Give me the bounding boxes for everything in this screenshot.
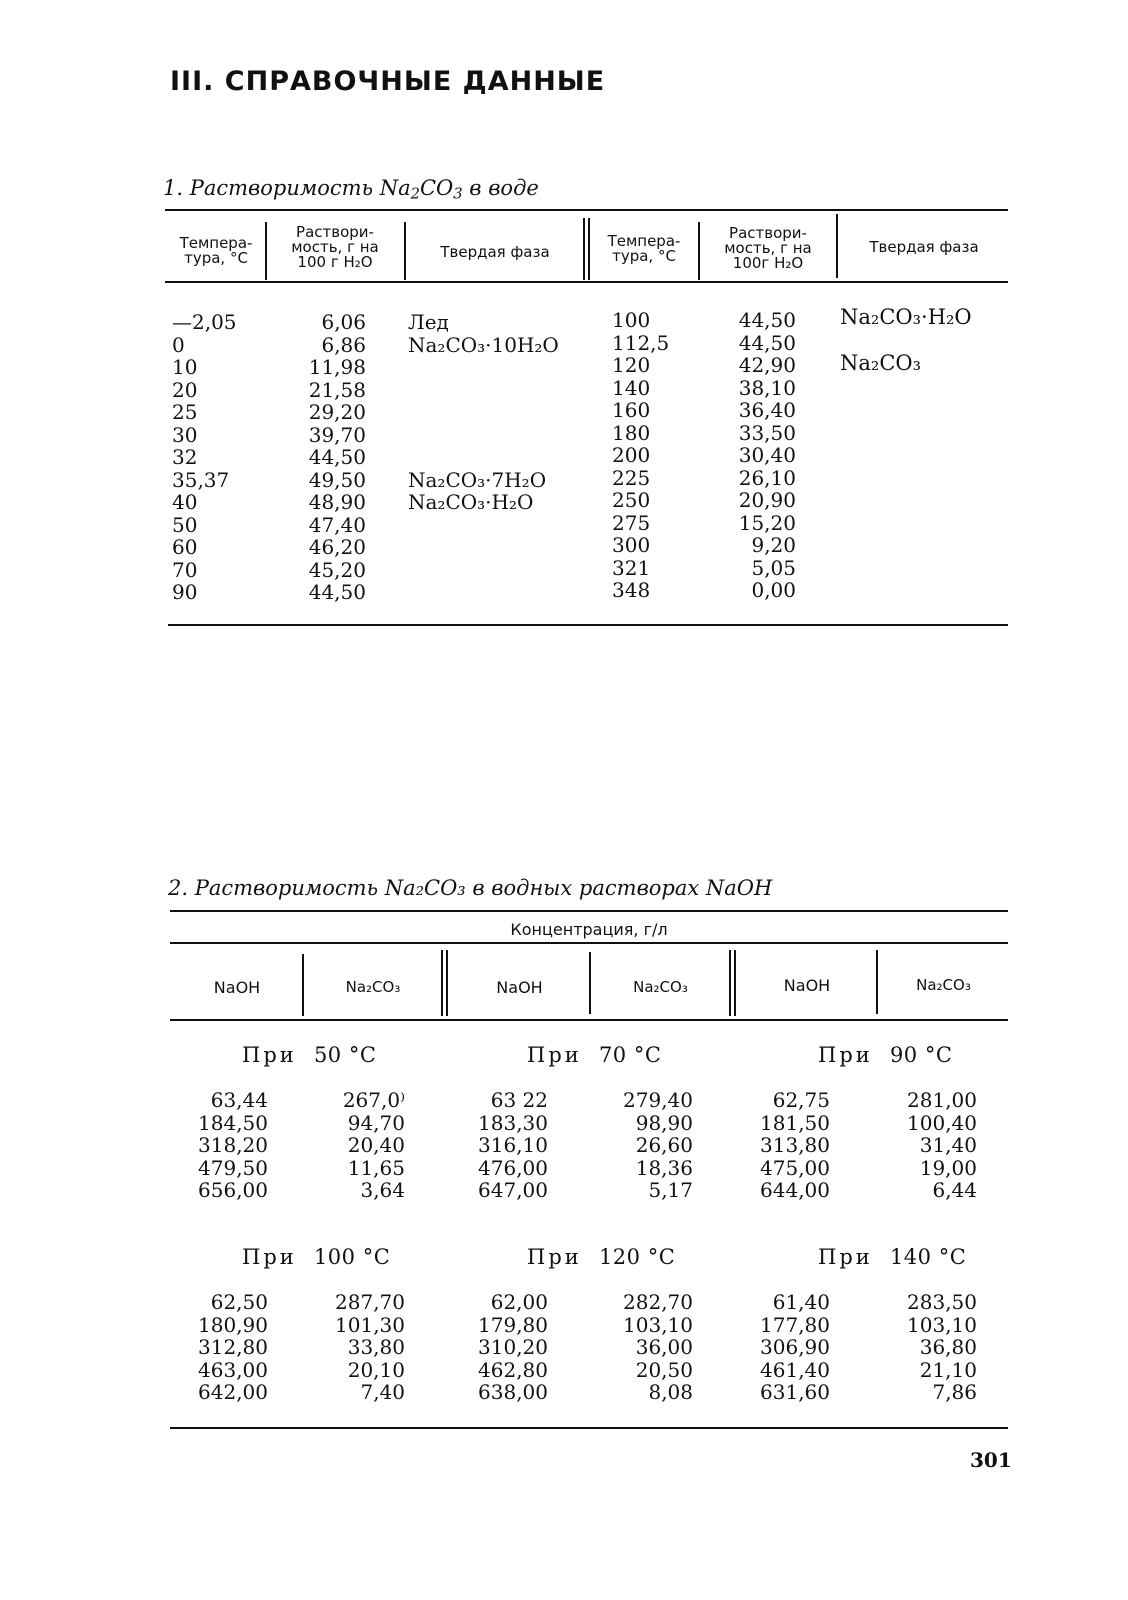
table1-solubility-cell: 15,20 bbox=[738, 510, 796, 535]
table1-temp-cell: 20 bbox=[172, 377, 198, 402]
table1-temp-cell: 25 bbox=[172, 400, 198, 424]
table2-na2co3-column-cell: 287,70 bbox=[335, 1290, 405, 1314]
table2-naoh-column bbox=[458, 1089, 548, 1202]
table1-phase-cell bbox=[840, 582, 1006, 605]
table1-temp-cell: 275 bbox=[612, 510, 651, 535]
table1-temp-cell: 120 bbox=[612, 353, 651, 377]
table2-col-sep bbox=[876, 950, 878, 1014]
table1-temp-cell: 250 bbox=[612, 488, 651, 512]
table2-na2co3-column-cell: 36,80 bbox=[919, 1335, 977, 1359]
table2-naoh-column-cell: 306,90 bbox=[760, 1335, 830, 1359]
table2-na2co3-column-cell: 267,0⁾ bbox=[342, 1088, 405, 1112]
table2-naoh-column-cell: 184,50 bbox=[198, 1110, 268, 1135]
table2-block-heading: При 120 °С bbox=[527, 1245, 676, 1269]
table1-phase-cell bbox=[840, 513, 1006, 536]
table2-col-sep bbox=[589, 952, 591, 1014]
table2-naoh-column-cell: 62,50 bbox=[210, 1290, 268, 1314]
table2-col-sep bbox=[302, 954, 304, 1016]
table2-na2co3-column-cell: 6,44 bbox=[932, 1178, 977, 1202]
table1-temp-cell: 40 bbox=[172, 490, 198, 514]
table1-right-temp-column bbox=[612, 309, 692, 602]
table2-naoh-column-cell: 638,00 bbox=[478, 1380, 548, 1404]
table1-phase-cell bbox=[840, 559, 1006, 582]
table2-bottom-rule bbox=[170, 1427, 1008, 1429]
table2-na2co3-column bbox=[315, 1291, 405, 1404]
table1-phase-cell bbox=[408, 536, 583, 559]
table2-naoh-column-cell: 647,00 bbox=[478, 1178, 548, 1202]
table2-block-heading: При 70 °С bbox=[527, 1043, 662, 1067]
table1-phase-cell bbox=[840, 375, 1006, 398]
table2-double-sep bbox=[441, 950, 443, 1016]
table1-phase-cell: Na₂CO₃ bbox=[840, 351, 922, 375]
table2-naoh-column-cell: 63 22 bbox=[490, 1088, 548, 1112]
table2-na2co3-column-cell: 3,64 bbox=[360, 1178, 405, 1202]
table1-top-rule bbox=[165, 209, 1008, 211]
table1-phase-cell bbox=[408, 559, 583, 582]
table1-solubility-cell: 26,10 bbox=[738, 465, 796, 490]
table1-temp-cell: 30 bbox=[172, 422, 198, 447]
table2-naoh-column-cell: 316,10 bbox=[478, 1133, 548, 1157]
table1-temp-cell: 300 bbox=[612, 533, 651, 557]
table1-temp-cell: —2,05 bbox=[172, 310, 237, 334]
table2-naoh-column-cell: 479,50 bbox=[198, 1155, 268, 1180]
table1-temp-cell: 90 bbox=[172, 580, 198, 604]
table1-col-sep bbox=[836, 214, 838, 278]
table2-header-naoh: NaOH bbox=[783, 976, 831, 995]
table2-double-sep bbox=[446, 950, 448, 1016]
table2-na2co3-column-cell: 31,40 bbox=[919, 1133, 977, 1157]
table1-temp-cell: 70 bbox=[172, 557, 198, 582]
table1-solubility-cell: 36,40 bbox=[738, 398, 796, 422]
table2-na2co3-column-cell: 100,40 bbox=[907, 1110, 977, 1135]
table2-naoh-column bbox=[178, 1089, 268, 1202]
table1-temp-cell: 180 bbox=[612, 420, 651, 445]
table2-na2co3-column-cell: 21,10 bbox=[919, 1357, 977, 1382]
table2-na2co3-column-cell: 282,70 bbox=[623, 1290, 693, 1314]
table1-solubility-cell: 44,50 bbox=[308, 580, 366, 604]
table1-temp-cell: 0 bbox=[172, 332, 185, 357]
table2-naoh-column-cell: 63,44 bbox=[210, 1088, 268, 1112]
table2-naoh-column bbox=[178, 1291, 268, 1404]
table2-block-heading: При 90 °С bbox=[818, 1043, 953, 1067]
table2-na2co3-column-cell: 7,40 bbox=[360, 1380, 405, 1404]
table1-col-sep bbox=[404, 222, 406, 280]
table2-naoh-column-cell: 177,80 bbox=[760, 1312, 830, 1337]
table1-phase-cell bbox=[408, 424, 583, 447]
table1-solubility-cell: 11,98 bbox=[308, 355, 366, 379]
table2-na2co3-column bbox=[887, 1291, 977, 1404]
table1-phase-cell bbox=[408, 379, 583, 402]
table2-na2co3-column bbox=[603, 1291, 693, 1404]
table2-naoh-column-cell: 461,40 bbox=[760, 1357, 830, 1382]
table2-na2co3-column-cell: 19,00 bbox=[919, 1155, 977, 1180]
table2-naoh-column-cell: 62,00 bbox=[490, 1290, 548, 1314]
table1-phase-cell bbox=[840, 329, 1006, 352]
table1-solubility-cell: 49,50 bbox=[308, 467, 366, 492]
table2-naoh-column-cell: 183,30 bbox=[478, 1110, 548, 1135]
table1-temp-cell: 140 bbox=[612, 375, 651, 400]
table2-naoh-column-cell: 313,80 bbox=[760, 1133, 830, 1157]
table1-double-sep bbox=[583, 218, 585, 280]
table1-phase-cell bbox=[840, 444, 1006, 467]
table1-solubility-cell: 6,86 bbox=[321, 332, 366, 357]
table2-na2co3-column-cell: 279,40 bbox=[623, 1088, 693, 1112]
table1-temp-cell: 100 bbox=[612, 308, 651, 332]
table2-naoh-column-cell: 644,00 bbox=[760, 1178, 830, 1202]
table1-header-temp-2: Темпера- тура, °С bbox=[607, 232, 681, 265]
table1-solubility-cell: 5,05 bbox=[751, 555, 796, 580]
table2-naoh-column-cell: 656,00 bbox=[198, 1178, 268, 1202]
table2-na2co3-column-cell: 8,08 bbox=[648, 1380, 693, 1404]
table1-header-temp: Темпера- тура, °С bbox=[179, 234, 253, 267]
table1-temp-cell: 32 bbox=[172, 445, 198, 469]
table2-caption: 2. Растворимость Na₂CO₃ в водных растворах NaOH bbox=[168, 876, 773, 900]
table1-caption: 1. Растворимость $Na_2CO_3$ в воде bbox=[163, 176, 539, 203]
table1-temp-cell: 225 bbox=[612, 465, 651, 490]
table1-left-phase-column bbox=[408, 311, 583, 604]
table2-naoh-column-cell: 642,00 bbox=[198, 1380, 268, 1404]
table2-naoh-column-cell: 181,50 bbox=[760, 1110, 830, 1135]
table2-na2co3-column-cell: 18,36 bbox=[635, 1155, 693, 1180]
table1-phase-cell bbox=[840, 536, 1006, 559]
table2-header-na2co3: Na₂CO₃ bbox=[916, 976, 971, 994]
table1-phase-cell bbox=[408, 401, 583, 424]
section-title: III. СПРАВОЧНЫЕ ДАННЫЕ bbox=[170, 66, 606, 97]
table1-temp-cell: 10 bbox=[172, 355, 198, 379]
table2-naoh-column-cell: 462,80 bbox=[478, 1357, 548, 1382]
table1-solubility-cell: 46,20 bbox=[308, 535, 366, 559]
table2-na2co3-column-cell: 94,70 bbox=[347, 1110, 405, 1135]
table2-naoh-column-cell: 180,90 bbox=[198, 1312, 268, 1337]
page-number: 301 bbox=[970, 1448, 1012, 1472]
table1-phase-cell: Na₂CO₃·H₂O bbox=[408, 490, 534, 514]
table2-header-rule bbox=[170, 1019, 1008, 1021]
table2-block-heading: При 140 °С bbox=[818, 1245, 967, 1269]
table2-concentration-header: Концентрация, г/л bbox=[510, 920, 668, 939]
table1-solubility-cell: 39,70 bbox=[308, 422, 366, 447]
table2-naoh-column bbox=[740, 1089, 830, 1202]
table1-phase-cell: Na₂CO₃·10H₂O bbox=[408, 332, 559, 357]
table2-na2co3-column-cell: 98,90 bbox=[635, 1110, 693, 1135]
table1-right-phase-column bbox=[840, 306, 1006, 605]
table2-na2co3-column-cell: 281,00 bbox=[907, 1088, 977, 1112]
table2-na2co3-column-cell: 11,65 bbox=[347, 1155, 405, 1180]
table1-solubility-cell: 29,20 bbox=[308, 400, 366, 424]
table2-naoh-column-cell: 631,60 bbox=[760, 1380, 830, 1404]
table2-naoh-column-cell: 475,00 bbox=[760, 1155, 830, 1180]
table1-phase-cell bbox=[408, 514, 583, 537]
table1-bottom-rule bbox=[168, 624, 1008, 626]
table1-solubility-cell: 21,58 bbox=[308, 377, 366, 402]
table2-header-na2co3: Na₂CO₃ bbox=[345, 978, 401, 996]
table2-naoh-column-cell: 476,00 bbox=[478, 1155, 548, 1180]
table1-solubility-cell: 44,50 bbox=[738, 308, 796, 332]
table1-phase-cell bbox=[408, 356, 583, 379]
table1-temp-cell: 160 bbox=[612, 398, 651, 422]
table2-naoh-column bbox=[740, 1291, 830, 1404]
table1-solubility-cell: 33,50 bbox=[738, 420, 796, 445]
table2-naoh-column-cell: 179,80 bbox=[478, 1312, 548, 1337]
table1-temp-cell: 348 bbox=[612, 578, 651, 602]
table1-solubility-cell: 42,90 bbox=[738, 353, 796, 377]
table1-col-sep bbox=[698, 222, 700, 280]
table1-header-solubility: Раствори- мость, г на 100 г H₂O bbox=[291, 223, 379, 271]
table1-col-sep bbox=[265, 222, 267, 280]
table2-block-heading: При 50 °С bbox=[242, 1043, 377, 1067]
table2-na2co3-column bbox=[603, 1089, 693, 1202]
table2-na2co3-column-cell: 103,10 bbox=[907, 1312, 977, 1337]
table1-phase-cell bbox=[408, 581, 583, 604]
table2-na2co3-column-cell: 283,50 bbox=[907, 1290, 977, 1314]
table1-temp-cell: 321 bbox=[612, 555, 651, 580]
table1-temp-cell: 50 bbox=[172, 512, 198, 537]
table2-header-naoh: NaOH bbox=[496, 978, 543, 997]
table1-phase-cell bbox=[840, 467, 1006, 490]
table2-na2co3-column-cell: 7,86 bbox=[932, 1380, 977, 1404]
table1-double-sep bbox=[588, 218, 590, 280]
table2-na2co3-column-cell: 20,40 bbox=[347, 1133, 405, 1157]
table1-phase-cell bbox=[840, 490, 1006, 513]
table2-naoh-column-cell: 463,00 bbox=[198, 1357, 268, 1382]
table2-na2co3-column-cell: 26,60 bbox=[635, 1133, 693, 1157]
table2-na2co3-column-cell: 101,30 bbox=[335, 1312, 405, 1337]
table2-na2co3-column bbox=[887, 1089, 977, 1202]
table1-header-solubility-2: Раствори- мость, г на 100г H₂O bbox=[724, 224, 812, 272]
table1-solubility-cell: 44,50 bbox=[738, 330, 796, 355]
table2-na2co3-column-cell: 33,80 bbox=[347, 1335, 405, 1359]
table2-subheader-rule bbox=[170, 942, 1008, 944]
table1-temp-cell: 60 bbox=[172, 535, 198, 559]
table1-phase-cell: Na₂CO₃·H₂O bbox=[840, 305, 972, 329]
table1-solubility-cell: 48,90 bbox=[308, 490, 366, 514]
table1-temp-cell: 112,5 bbox=[612, 330, 670, 355]
table2-block-heading: При 100 °С bbox=[242, 1245, 391, 1269]
table1-phase-cell bbox=[840, 398, 1006, 421]
table2-naoh-column-cell: 62,75 bbox=[772, 1088, 830, 1112]
table2-double-sep bbox=[734, 950, 736, 1016]
table2-na2co3-column-cell: 20,50 bbox=[635, 1357, 693, 1382]
table1-right-solubility-column bbox=[720, 309, 796, 602]
table1-solubility-cell: 45,20 bbox=[308, 557, 366, 582]
table2-naoh-column-cell: 61,40 bbox=[772, 1290, 830, 1314]
table1-phase-cell: Лед bbox=[408, 310, 449, 334]
table2-double-sep bbox=[729, 950, 731, 1016]
table1-temp-cell: 35,37 bbox=[172, 467, 230, 492]
table1-phase-cell bbox=[840, 421, 1006, 444]
table2-naoh-column bbox=[458, 1291, 548, 1404]
table2-na2co3-column bbox=[315, 1089, 405, 1202]
table1-solubility-cell: 9,20 bbox=[751, 533, 796, 557]
table1-header-phase: Твердая фаза bbox=[440, 243, 550, 261]
table2-na2co3-column-cell: 5,17 bbox=[648, 1178, 693, 1202]
table1-header-rule bbox=[165, 281, 1008, 283]
table2-header-na2co3: Na₂CO₃ bbox=[633, 978, 688, 996]
table2-naoh-column-cell: 318,20 bbox=[198, 1133, 268, 1157]
table1-solubility-cell: 47,40 bbox=[308, 512, 366, 537]
table2-na2co3-column-cell: 36,00 bbox=[635, 1335, 693, 1359]
table1-temp-cell: 200 bbox=[612, 443, 651, 467]
table2-naoh-column-cell: 312,80 bbox=[198, 1335, 268, 1359]
table1-solubility-cell: 6,06 bbox=[321, 310, 366, 334]
table1-solubility-cell: 30,40 bbox=[738, 443, 796, 467]
table2-na2co3-column-cell: 103,10 bbox=[623, 1312, 693, 1337]
table1-solubility-cell: 20,90 bbox=[738, 488, 796, 512]
table2-top-rule bbox=[170, 910, 1008, 912]
table1-solubility-cell: 44,50 bbox=[308, 445, 366, 469]
table2-na2co3-column-cell: 20,10 bbox=[347, 1357, 405, 1382]
table1-solubility-cell: 0,00 bbox=[751, 578, 796, 602]
table1-header-phase-2: Твердая фаза bbox=[869, 238, 979, 256]
table2-header-naoh: NaOH bbox=[213, 978, 261, 997]
table1-left-temp-column bbox=[172, 311, 262, 604]
table2-naoh-column-cell: 310,20 bbox=[478, 1335, 548, 1359]
table1-left-solubility-column bbox=[290, 311, 366, 604]
table1-phase-cell bbox=[408, 446, 583, 469]
table1-solubility-cell: 38,10 bbox=[738, 375, 796, 400]
table1-phase-cell: Na₂CO₃·7H₂O bbox=[408, 467, 547, 492]
